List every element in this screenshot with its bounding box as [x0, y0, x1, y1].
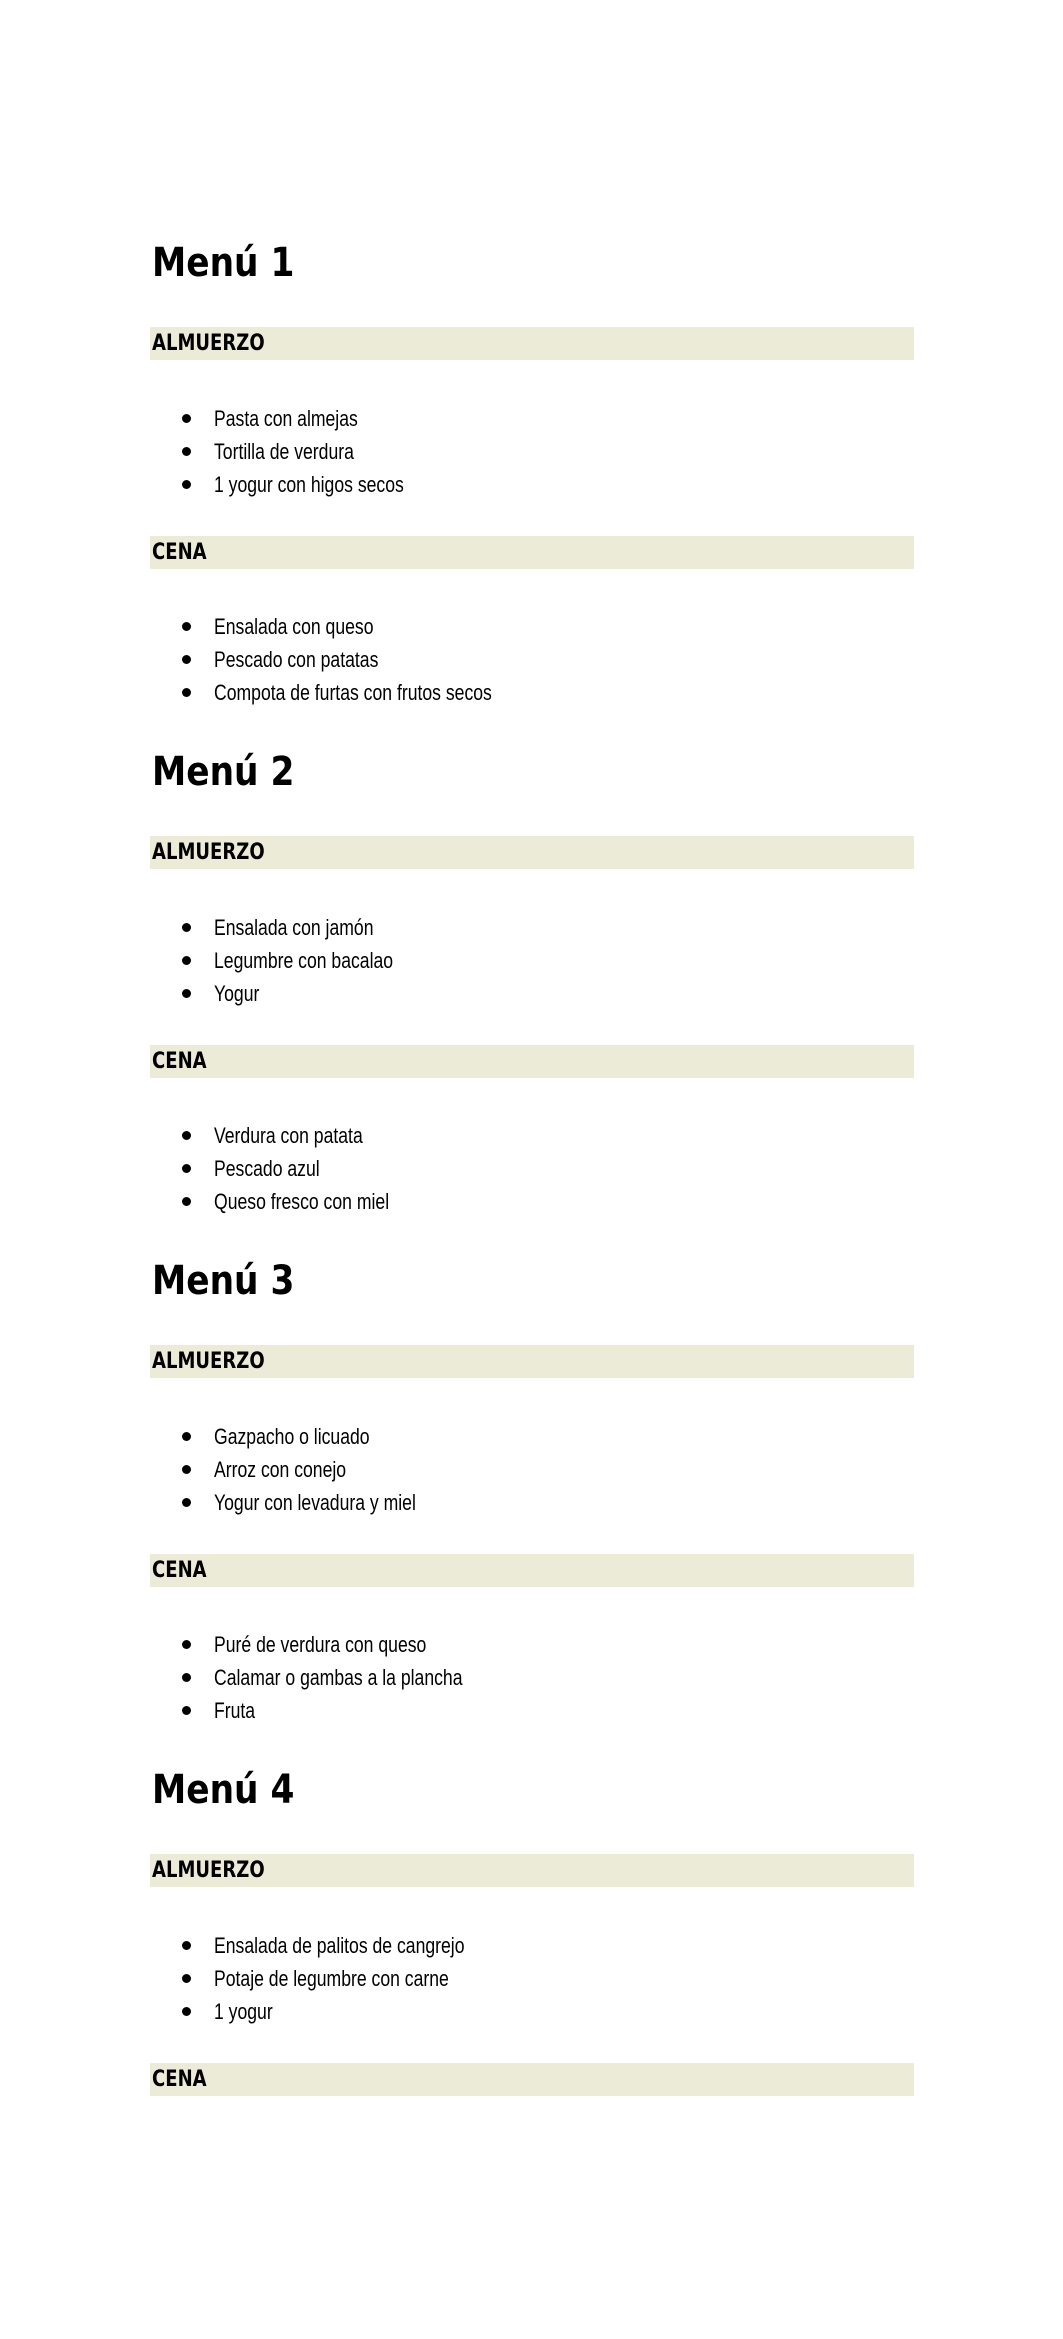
item-text: Fruta: [214, 1698, 256, 1723]
meal-label: CENA: [152, 540, 207, 565]
menu-title: Menú 4: [152, 1767, 295, 1813]
item-text: Yogur: [214, 981, 260, 1006]
item-text: Gazpacho o licuado: [214, 1424, 370, 1449]
item-text: Pescado azul: [214, 1156, 320, 1181]
bullet-icon: [182, 688, 191, 697]
item-text: Legumbre con bacalao: [214, 948, 394, 973]
item-text: Tortilla de verdura: [214, 439, 354, 464]
bullet-icon: [182, 1164, 191, 1173]
bullet-icon: [182, 1640, 191, 1649]
menu-title: Menú 3: [152, 1258, 295, 1304]
meal-label: ALMUERZO: [152, 1858, 265, 1883]
meal-header-cena: [150, 1554, 914, 1587]
meal-label: ALMUERZO: [152, 331, 265, 356]
item-text: Pasta con almejas: [214, 406, 358, 431]
bullet-icon: [182, 1974, 191, 1983]
meal-label: CENA: [152, 1049, 207, 1074]
bullet-icon: [182, 1673, 191, 1682]
item-text: Verdura con patata: [214, 1123, 363, 1148]
item-text: Puré de verdura con queso: [214, 1632, 427, 1657]
item-text: Calamar o gambas a la plancha: [214, 1665, 463, 1690]
meal-label: CENA: [152, 2067, 207, 2092]
bullet-icon: [182, 447, 191, 456]
bullet-icon: [182, 1498, 191, 1507]
meal-label: CENA: [152, 1558, 207, 1583]
bullet-icon: [182, 956, 191, 965]
bullet-icon: [182, 1197, 191, 1206]
menu-title: Menú 1: [152, 240, 295, 286]
bullet-icon: [182, 414, 191, 423]
bullet-icon: [182, 1131, 191, 1140]
bullet-icon: [182, 2007, 191, 2016]
meal-header-almuerzo: [150, 327, 914, 360]
bullet-icon: [182, 1941, 191, 1950]
menu-title: Menú 2: [152, 749, 295, 795]
item-text: Ensalada con queso: [214, 614, 374, 639]
meal-header-almuerzo: [150, 836, 914, 869]
item-text: Ensalada de palitos de cangrejo: [214, 1933, 465, 1958]
bullet-icon: [182, 1432, 191, 1441]
item-text: Ensalada con jamón: [214, 915, 374, 940]
item-text: Yogur con levadura y miel: [214, 1490, 416, 1515]
item-text: Queso fresco con miel: [214, 1189, 390, 1214]
bullet-icon: [182, 1706, 191, 1715]
meal-header-cena: [150, 2063, 914, 2096]
bullet-icon: [182, 622, 191, 631]
meal-header-cena: [150, 1045, 914, 1078]
meal-label: ALMUERZO: [152, 1349, 265, 1374]
item-text: Pescado con patatas: [214, 647, 379, 672]
item-text: Potaje de legumbre con carne: [214, 1966, 449, 1991]
bullet-icon: [182, 480, 191, 489]
bullet-icon: [182, 1465, 191, 1474]
item-text: Compota de furtas con frutos secos: [214, 680, 492, 705]
item-text: 1 yogur: [214, 1999, 273, 2024]
bullet-icon: [182, 655, 191, 664]
meal-label: ALMUERZO: [152, 840, 265, 865]
item-text: 1 yogur con higos secos: [214, 472, 404, 497]
meal-header-almuerzo: [150, 1854, 914, 1887]
bullet-icon: [182, 989, 191, 998]
item-text: Arroz con conejo: [214, 1457, 347, 1482]
meal-header-almuerzo: [150, 1345, 914, 1378]
meal-header-cena: [150, 536, 914, 569]
bullet-icon: [182, 923, 191, 932]
